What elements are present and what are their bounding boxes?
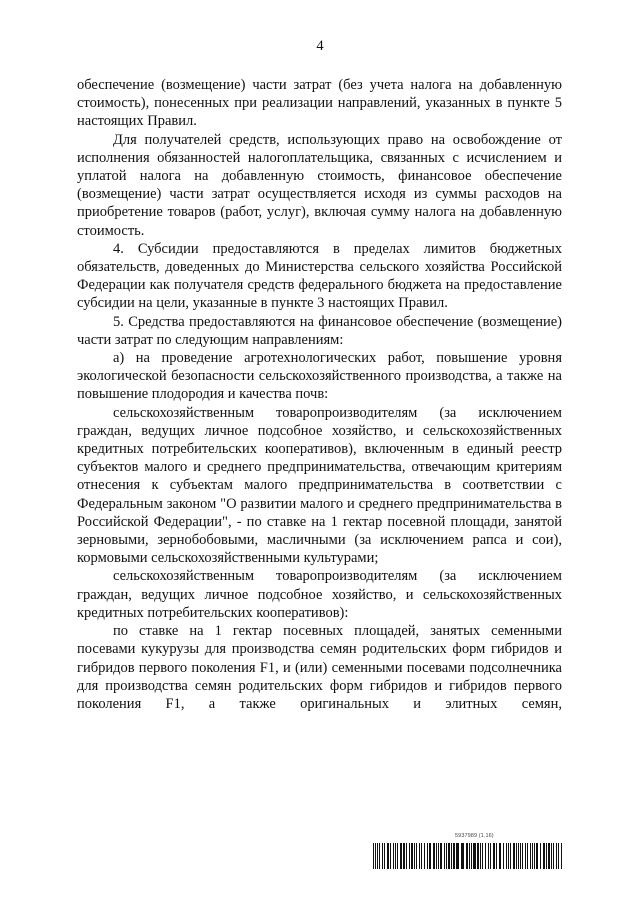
paragraph-3: 4. Субсидии предоставляются в пределах лимитов бюджетных обязательств, доведенных до Министерства сельского хозяйства Российской Федерации как получателя средств федерального бюджета на предоставление субсидии на цели, указанные в пункте 3 настоящих Правил. xyxy=(77,240,562,312)
paragraph-7: сельскохозяйственным товаропроизводителям (за исключением граждан, ведущих личное подсобное хозяйство, и сельскохозяйственных кредитных потребительских кооперативов): xyxy=(77,568,562,621)
page-number: 4 xyxy=(316,38,324,54)
paragraph-8: по ставке на 1 гектар посевных площадей, занятых семенными посевами кукурузы для производства семян родительских форм гибридов и гибридов первого поколения F1, и (или) семенными посевами подсолнечника для производства семян родительских форм гибридов и гибридов первого поколения F1, а также оригинальных и элитных семян, xyxy=(77,623,562,712)
paragraph-1: обеспечение (возмещение) части затрат (без учета налога на добавленную стоимость), понесенных при реализации направлений, указанных в пункте 5 настоящих Правил. xyxy=(77,77,562,130)
document-code: 5937989 (1.16) xyxy=(455,833,494,839)
paragraph-6: сельскохозяйственным товаропроизводителям (за исключением граждан, ведущих личное подсобное хозяйство, и сельскохозяйственных кредитных потребительских кооперативов), включенным в единый реестр субъектов малого и среднего предпринимательства, отвечающим критериям отнесения к субъектам малого предпринимательства в соответствии с Федеральным законом "О развитии малого и среднего предпринимательства в Российской Федерации", - по ставке на 1 гектар посевной площади, занятой зерновыми, зернобобовыми, масличными (за исключением рапса и сои), кормовыми сельскохозяйственными культурами; xyxy=(77,404,562,567)
document-body xyxy=(77,76,562,713)
paragraph-5: а) на проведение агротехнологических работ, повышение уровня экологической безопасности сельскохозяйственного производства, а также на повышение плодородия и качества почв: xyxy=(77,350,562,403)
paragraph-2: Для получателей средств, использующих право на освобождение от исполнения обязанностей налогоплательщика, связанных с исчислением и уплатой налога на добавленную стоимость, финансовое обеспечение (возмещение) части затрат осуществляется исходя из суммы расходов на приобретение товаров (работ, услуг), включая сумму налога на добавленную стоимость. xyxy=(77,131,562,239)
barcode xyxy=(373,843,563,869)
paragraph-4: 5. Средства предоставляются на финансовое обеспечение (возмещение) части затрат по следующим направлениям: xyxy=(77,313,562,348)
